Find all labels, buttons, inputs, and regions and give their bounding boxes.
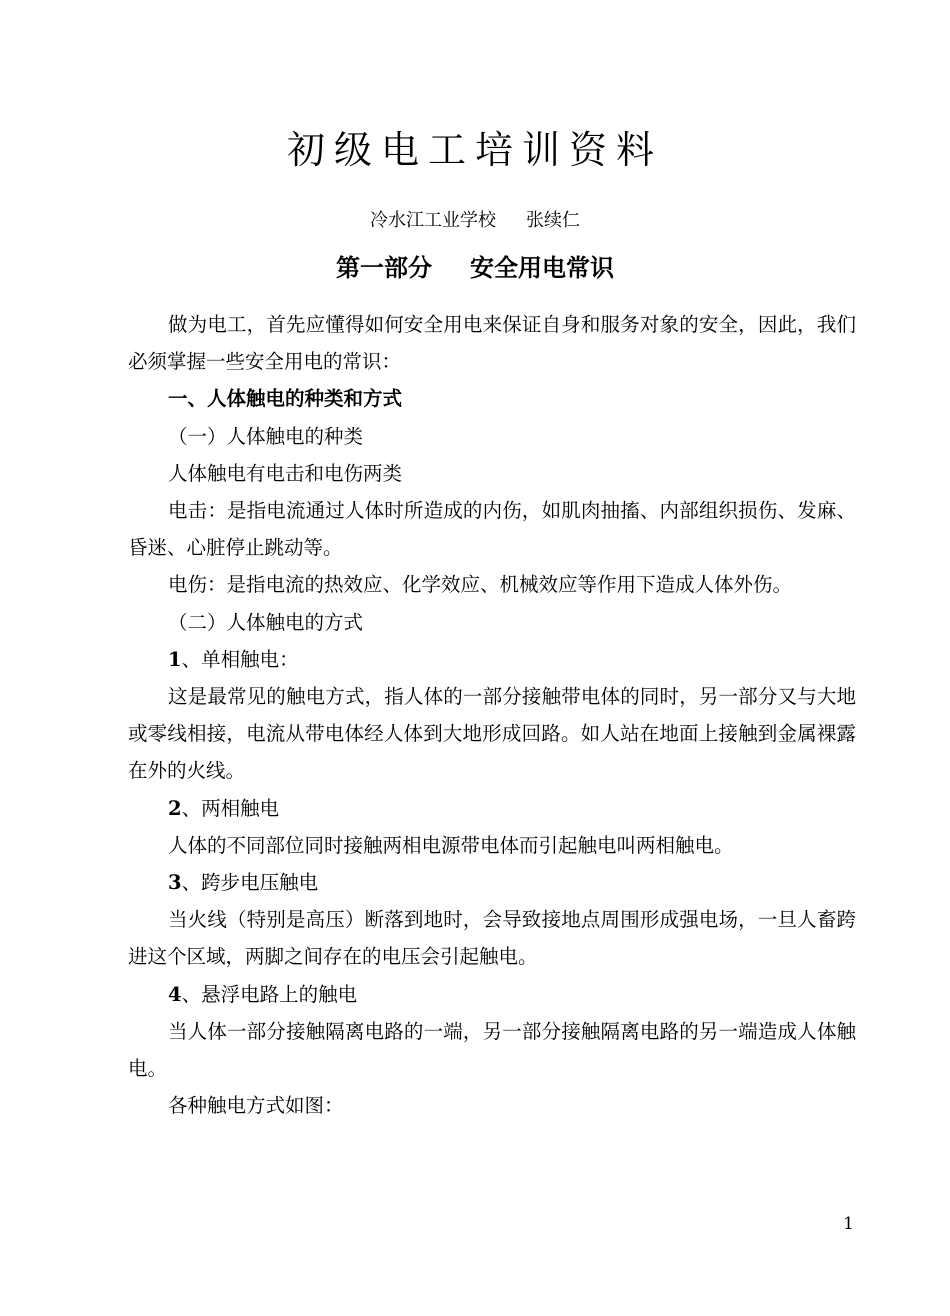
item-number: 1 bbox=[168, 647, 182, 671]
byline-school: 冷水江工业学校 bbox=[370, 210, 496, 231]
item-heading bbox=[128, 641, 856, 678]
item-heading bbox=[128, 976, 856, 1013]
item-number: 2 bbox=[168, 796, 182, 820]
intro-paragraph: 做为电工，首先应懂得如何安全用电来保证自身和服务对象的安全，因此，我们必须掌握一些安全用电的常识： bbox=[128, 313, 856, 374]
byline-author: 张续仁 bbox=[526, 210, 580, 231]
body-paragraph: 当火线（特别是高压）断落到地时，会导致接地点周围形成强电场，一旦人畜跨进这个区域，两脚之间存在的电压会引起触电。 bbox=[128, 908, 856, 969]
part-title: 安全用电常识 bbox=[470, 253, 614, 282]
item-heading bbox=[128, 790, 856, 827]
body-paragraph: 各种触电方式如图： bbox=[168, 1094, 344, 1118]
document-title: 初级电工培训资料 bbox=[286, 128, 663, 172]
item-number: 4 bbox=[168, 982, 182, 1006]
item-number: 3 bbox=[168, 871, 182, 895]
body-paragraph: 电伤：是指电流的热效应、化学效应、机械效应等作用下造成人体外伤。 bbox=[168, 573, 793, 597]
section-heading: 一、人体触电的种类和方式 bbox=[168, 387, 403, 411]
item-heading bbox=[128, 864, 856, 901]
body-paragraph: 人体的不同部位同时接触两相电源带电体而引起触电叫两相触电。 bbox=[168, 833, 734, 857]
page-number: 1 bbox=[843, 1214, 854, 1234]
item-label: 、两相触电 bbox=[181, 796, 280, 820]
body-paragraph: 电击：是指电流通过人体时所造成的内伤，如肌肉抽搐、内部组织损伤、发麻、昏迷、心脏停止跳动等。 bbox=[128, 499, 856, 560]
subsection-heading: （二）人体触电的方式 bbox=[168, 610, 364, 634]
subsection-heading: （一）人体触电的种类 bbox=[168, 424, 364, 448]
byline bbox=[0, 208, 950, 234]
body-paragraph: 人体触电有电击和电伤两类 bbox=[168, 461, 403, 485]
item-label: 、悬浮电路上的触电 bbox=[181, 982, 358, 1006]
part-number: 第一部分 bbox=[336, 253, 432, 282]
item-label: 、跨步电压触电 bbox=[181, 871, 319, 895]
body-paragraph: 这是最常见的触电方式，指人体的一部分接触带电体的同时，另一部分又与大地或零线相接，电流从带电体经人体到大地形成回路。如人站在地面上接触到金属裸露在外的火线。 bbox=[128, 685, 856, 783]
document-body bbox=[128, 306, 856, 1124]
body-paragraph: 当人体一部分接触隔离电路的一端，另一部分接触隔离电路的另一端造成人体触电。 bbox=[128, 1019, 856, 1081]
part-heading bbox=[0, 251, 950, 285]
item-label: 、单相触电： bbox=[181, 647, 299, 671]
